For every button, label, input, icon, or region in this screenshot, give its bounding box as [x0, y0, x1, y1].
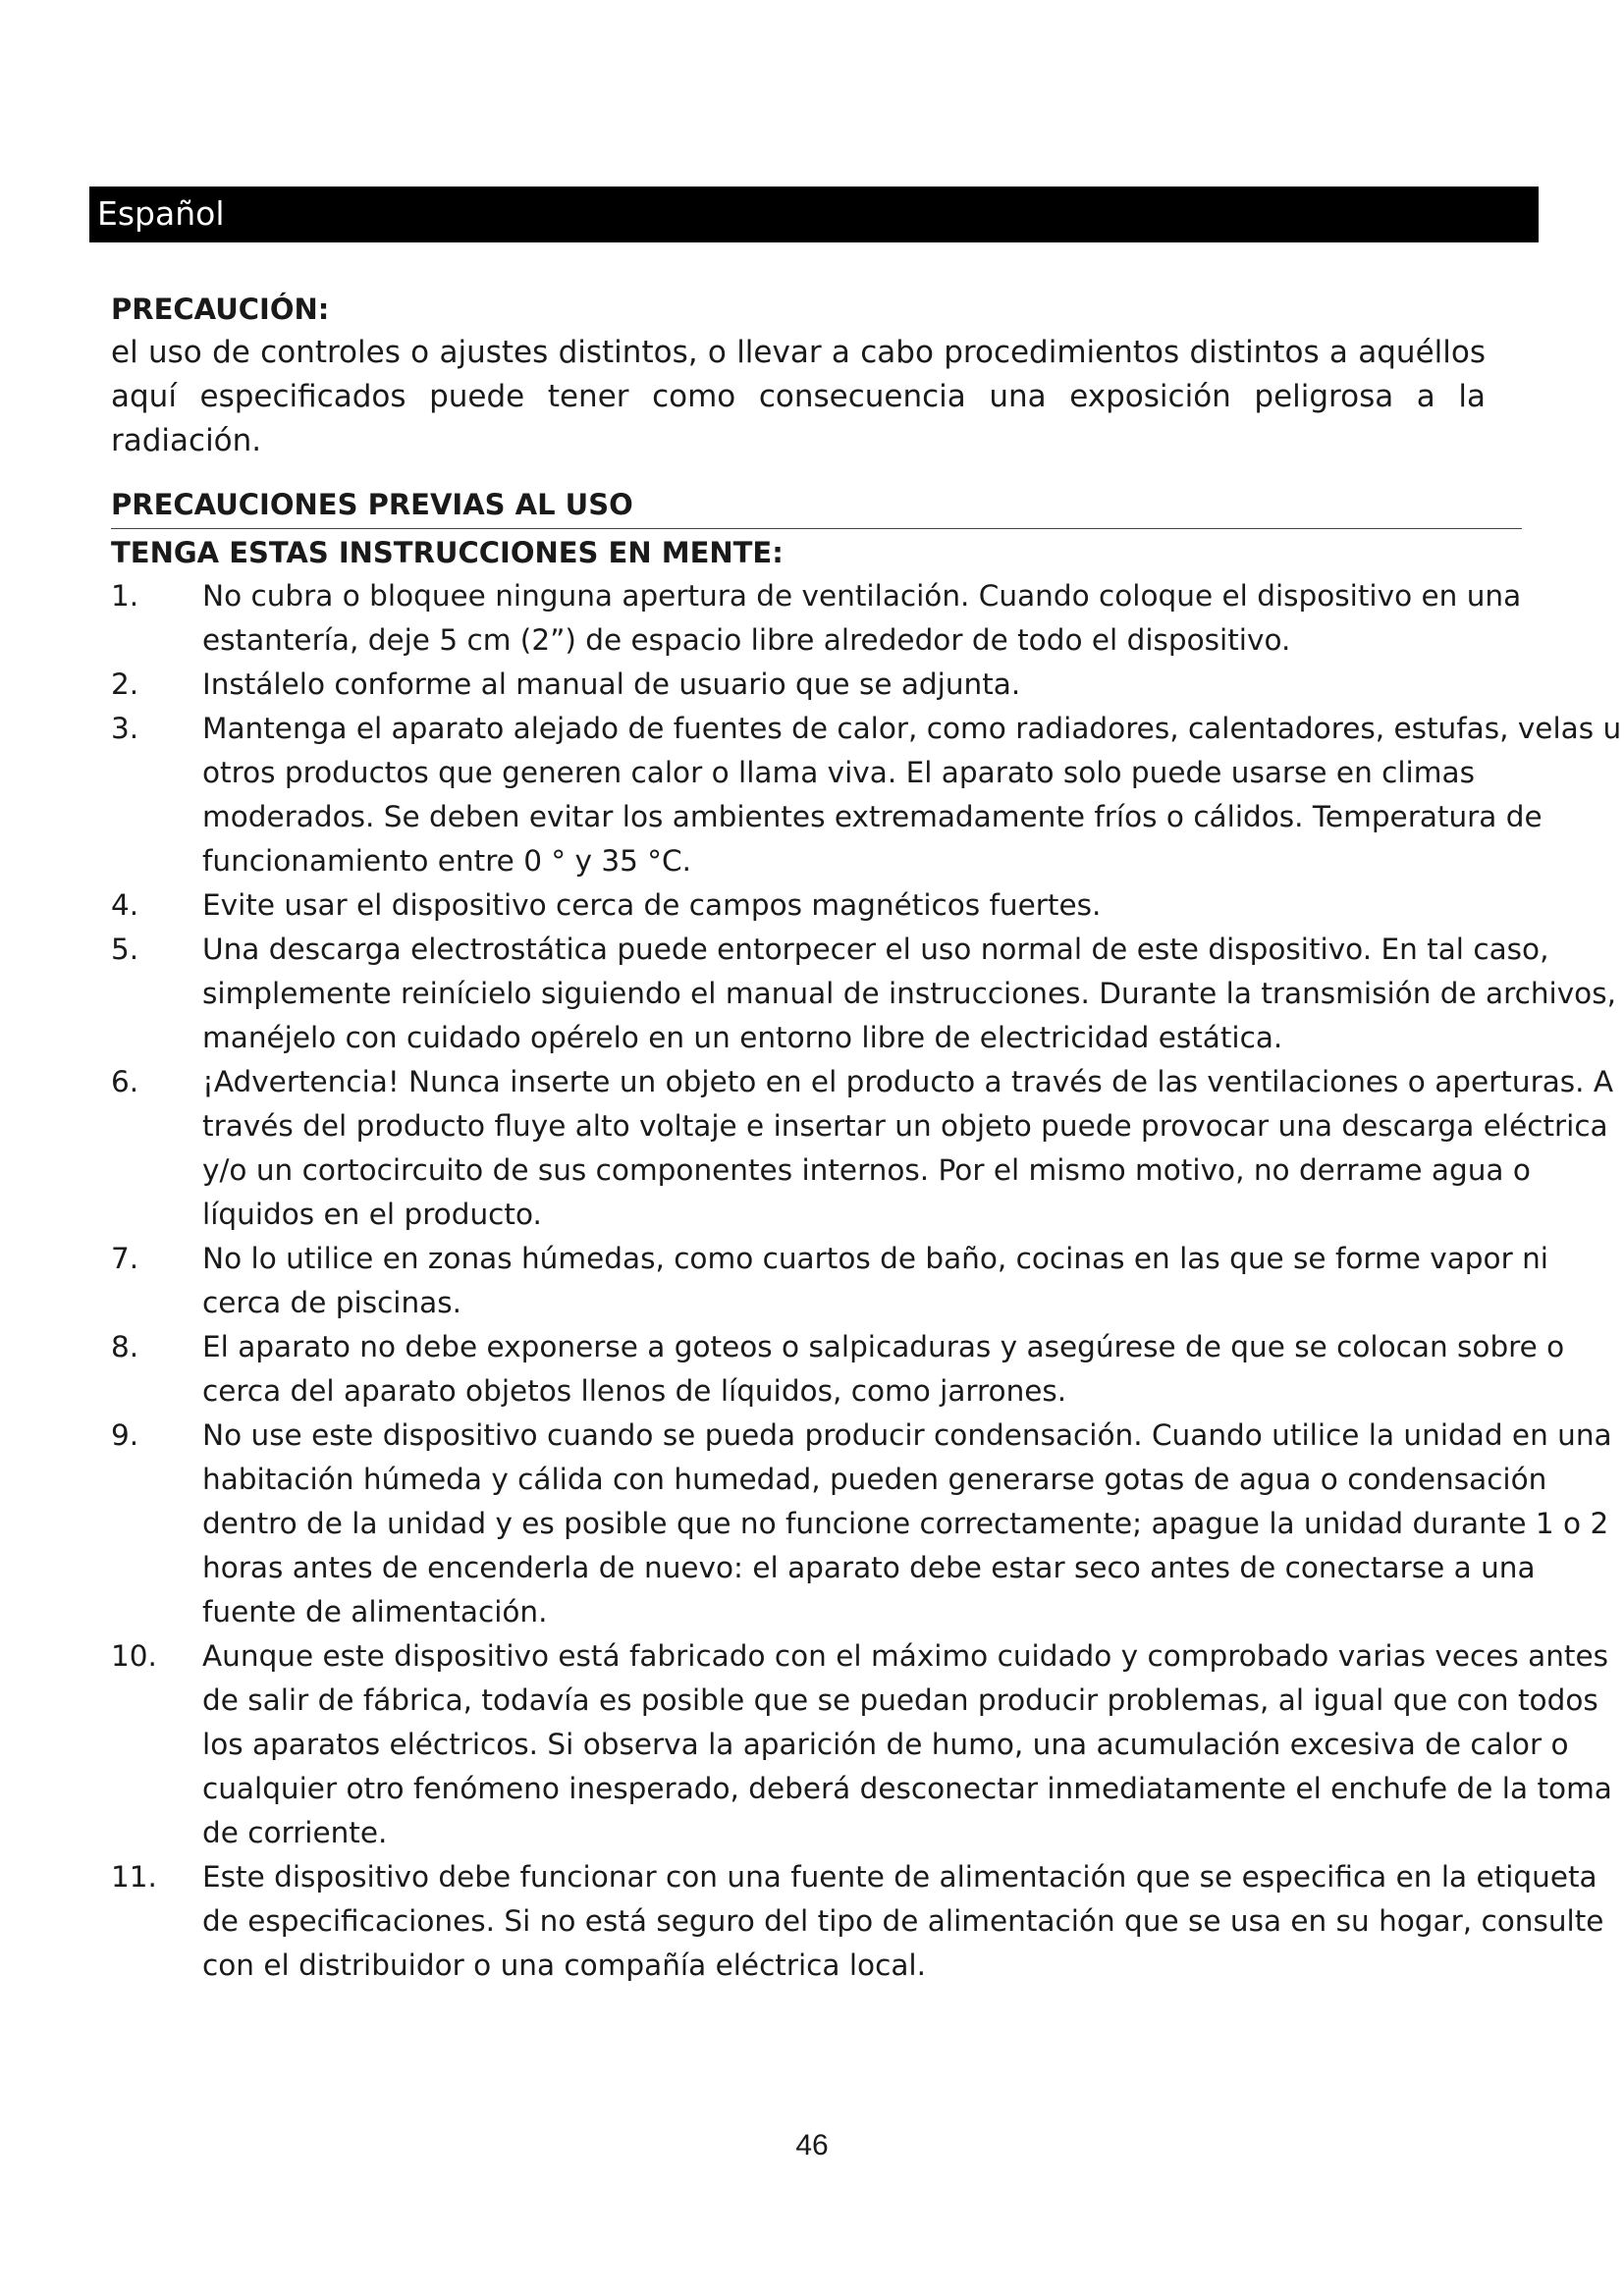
precautions-title: PRECAUCIONES PREVIAS AL USO	[111, 483, 1522, 529]
list-item-text: No lo utilice en zonas húmedas, como cuartos de baño, cocinas en las que se forme vapor ni cerca de piscinas.	[202, 1242, 1548, 1319]
list-item	[111, 1855, 1624, 1988]
list-item-number: 2.	[111, 667, 139, 701]
list-item	[111, 1060, 1624, 1237]
list-item	[111, 883, 1624, 928]
list-item-number: 9.	[111, 1418, 139, 1452]
page-number: 46	[795, 2129, 829, 2162]
list-item-number: 6.	[111, 1065, 139, 1098]
list-item	[111, 1237, 1624, 1325]
list-item	[111, 574, 1624, 663]
list-item-number: 10.	[111, 1639, 157, 1673]
precautions-subtitle: TENGA ESTAS INSTRUCCIONES EN MENTE:	[111, 536, 784, 569]
list-item-number: 8.	[111, 1330, 139, 1363]
list-item-text: Instálelo conforme al manual de usuario que se adjunta.	[202, 667, 1021, 701]
language-header-bar	[89, 187, 1539, 242]
list-item-text: Mantenga el aparato alejado de fuentes de calor, como radiadores, calentadores, estufas, velas u otros productos que generen calor o llama viva. El aparato solo puede usarse en climas moderados. Se deben evitar los ambientes extremadamente fríos o cálidos. Temperatura de funcionamiento entre 0 ° y 35 °C.	[202, 712, 1622, 878]
list-item	[111, 1414, 1624, 1634]
list-item	[111, 1634, 1624, 1855]
list-item-text: No cubra o bloquee ninguna apertura de ventilación. Cuando coloque el dispositivo en una estantería, deje 5 cm (2”) de espacio libre alrededor de todo el dispositivo.	[202, 579, 1522, 657]
caution-text: el uso de controles o ajustes distintos, o llevar a cabo procedimientos distintos a aquéllos aquí especificados puede tener como consecuencia una exposición peligrosa a la radiación.	[111, 335, 1486, 458]
list-item-text: ¡Advertencia! Nunca inserte un objeto en el producto a través de las ventilaciones o aperturas. A través del producto fluye alto voltaje e insertar un objeto puede provocar una descarga eléctrica y/o un cortocircuito de sus componentes internos. Por el mismo motivo, no derrame agua o líquidos en el producto.	[202, 1065, 1614, 1231]
page-content	[111, 288, 1622, 1988]
list-item-number: 5.	[111, 933, 139, 966]
list-item-number: 7.	[111, 1242, 139, 1275]
list-item-text: Evite usar el dispositivo cerca de campos magnéticos fuertes.	[202, 888, 1102, 922]
precautions-list	[111, 574, 1622, 1988]
language-label: Español	[97, 194, 225, 233]
list-item-text: Este dispositivo debe funcionar con una fuente de alimentación que se especifica en la etiqueta de especificaciones. Si no está seguro del tipo de alimentación que se usa en su hogar, consulte con el distribuidor o una compañía eléctrica local.	[202, 1860, 1604, 1982]
list-item	[111, 1325, 1624, 1414]
list-item-number: 3.	[111, 712, 139, 745]
list-item-text: No use este dispositivo cuando se pueda producir condensación. Cuando utilice la unidad en una habitación húmeda y cálida con humedad, pueden generarse gotas de agua o condensación dentro de la unidad y es posible que no funcione correctamente; apague la unidad durante 1 o 2 horas antes de encenderla de nuevo: el aparato debe estar seco antes de conectarse a una fuente de alimentación.	[202, 1418, 1612, 1629]
list-item	[111, 663, 1624, 707]
list-item-number: 11.	[111, 1860, 157, 1894]
list-item-number: 1.	[111, 579, 139, 613]
list-item	[111, 928, 1624, 1060]
list-item-text: Aunque este dispositivo está fabricado con el máximo cuidado y comprobado varias veces antes de salir de fábrica, todavía es posible que se puedan producir problemas, al igual que con todos los aparatos eléctricos. Si observa la aparición de humo, una acumulación excesiva de calor o cualquier otro fenómeno inesperado, deberá desconectar inmediatamente el enchufe de la toma de corriente.	[202, 1639, 1612, 1849]
list-item	[111, 707, 1624, 883]
caution-heading: PRECAUCIÓN:	[111, 293, 330, 326]
list-item-text: El aparato no debe exponerse a goteos o salpicaduras y asegúrese de que se colocan sobre o cerca del aparato objetos llenos de líquidos, como jarrones.	[202, 1330, 1565, 1408]
list-item-number: 4.	[111, 888, 139, 922]
list-item-text: Una descarga electrostática puede entorpecer el uso normal de este dispositivo. En tal caso, simplemente reinícielo siguiendo el manual de instrucciones. Durante la transmisión de archivos, manéjelo con cuidado opérelo en un entorno libre de electricidad estática.	[202, 933, 1616, 1054]
